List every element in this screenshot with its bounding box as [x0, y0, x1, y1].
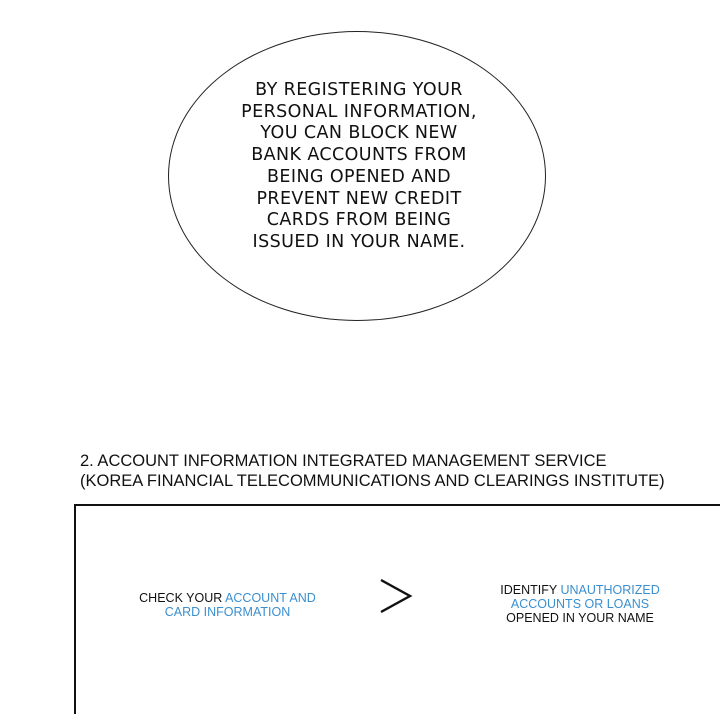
chevron-right-icon: [376, 574, 416, 618]
bubble-line: BEING OPENED AND: [267, 166, 451, 187]
bubble-line: PERSONAL INFORMATION,: [241, 101, 477, 122]
step-2-highlight-a: UNAUTHORIZED: [560, 583, 660, 597]
section-subtitle: (KOREA FINANCIAL TELECOMMUNICATIONS AND CLEARINGS INSTITUTE): [80, 472, 665, 490]
bubble-line: ISSUED IN YOUR NAME.: [252, 231, 466, 252]
step-2-prefix: IDENTIFY: [500, 583, 561, 597]
bubble-line: CARDS FROM BEING: [266, 210, 452, 231]
bubble-line: YOU CAN BLOCK NEW: [260, 123, 458, 144]
step-1-line-1: [120, 591, 335, 605]
step-identify-unauthorized: [470, 583, 690, 625]
speech-bubble-text: [228, 80, 490, 254]
bubble-line: BY REGISTERING YOUR: [255, 80, 463, 100]
bubble-line: PREVENT NEW CREDIT: [256, 188, 462, 209]
step-check-account: [120, 591, 335, 619]
step-2-highlight-b: ACCOUNTS OR LOANS: [510, 597, 650, 611]
step-1-highlight-a: ACCOUNT AND: [225, 591, 316, 605]
section-heading: [80, 451, 700, 491]
step-1-highlight-b: CARD INFORMATION: [164, 605, 291, 619]
section-title: 2. ACCOUNT INFORMATION INTEGRATED MANAGEMENT SERVICE: [80, 452, 607, 470]
bubble-line: BANK ACCOUNTS FROM: [251, 145, 467, 166]
step-2-suffix: OPENED IN YOUR NAME: [506, 611, 654, 625]
step-1-prefix: CHECK YOUR: [139, 591, 226, 605]
step-2-line-1: [470, 583, 690, 597]
